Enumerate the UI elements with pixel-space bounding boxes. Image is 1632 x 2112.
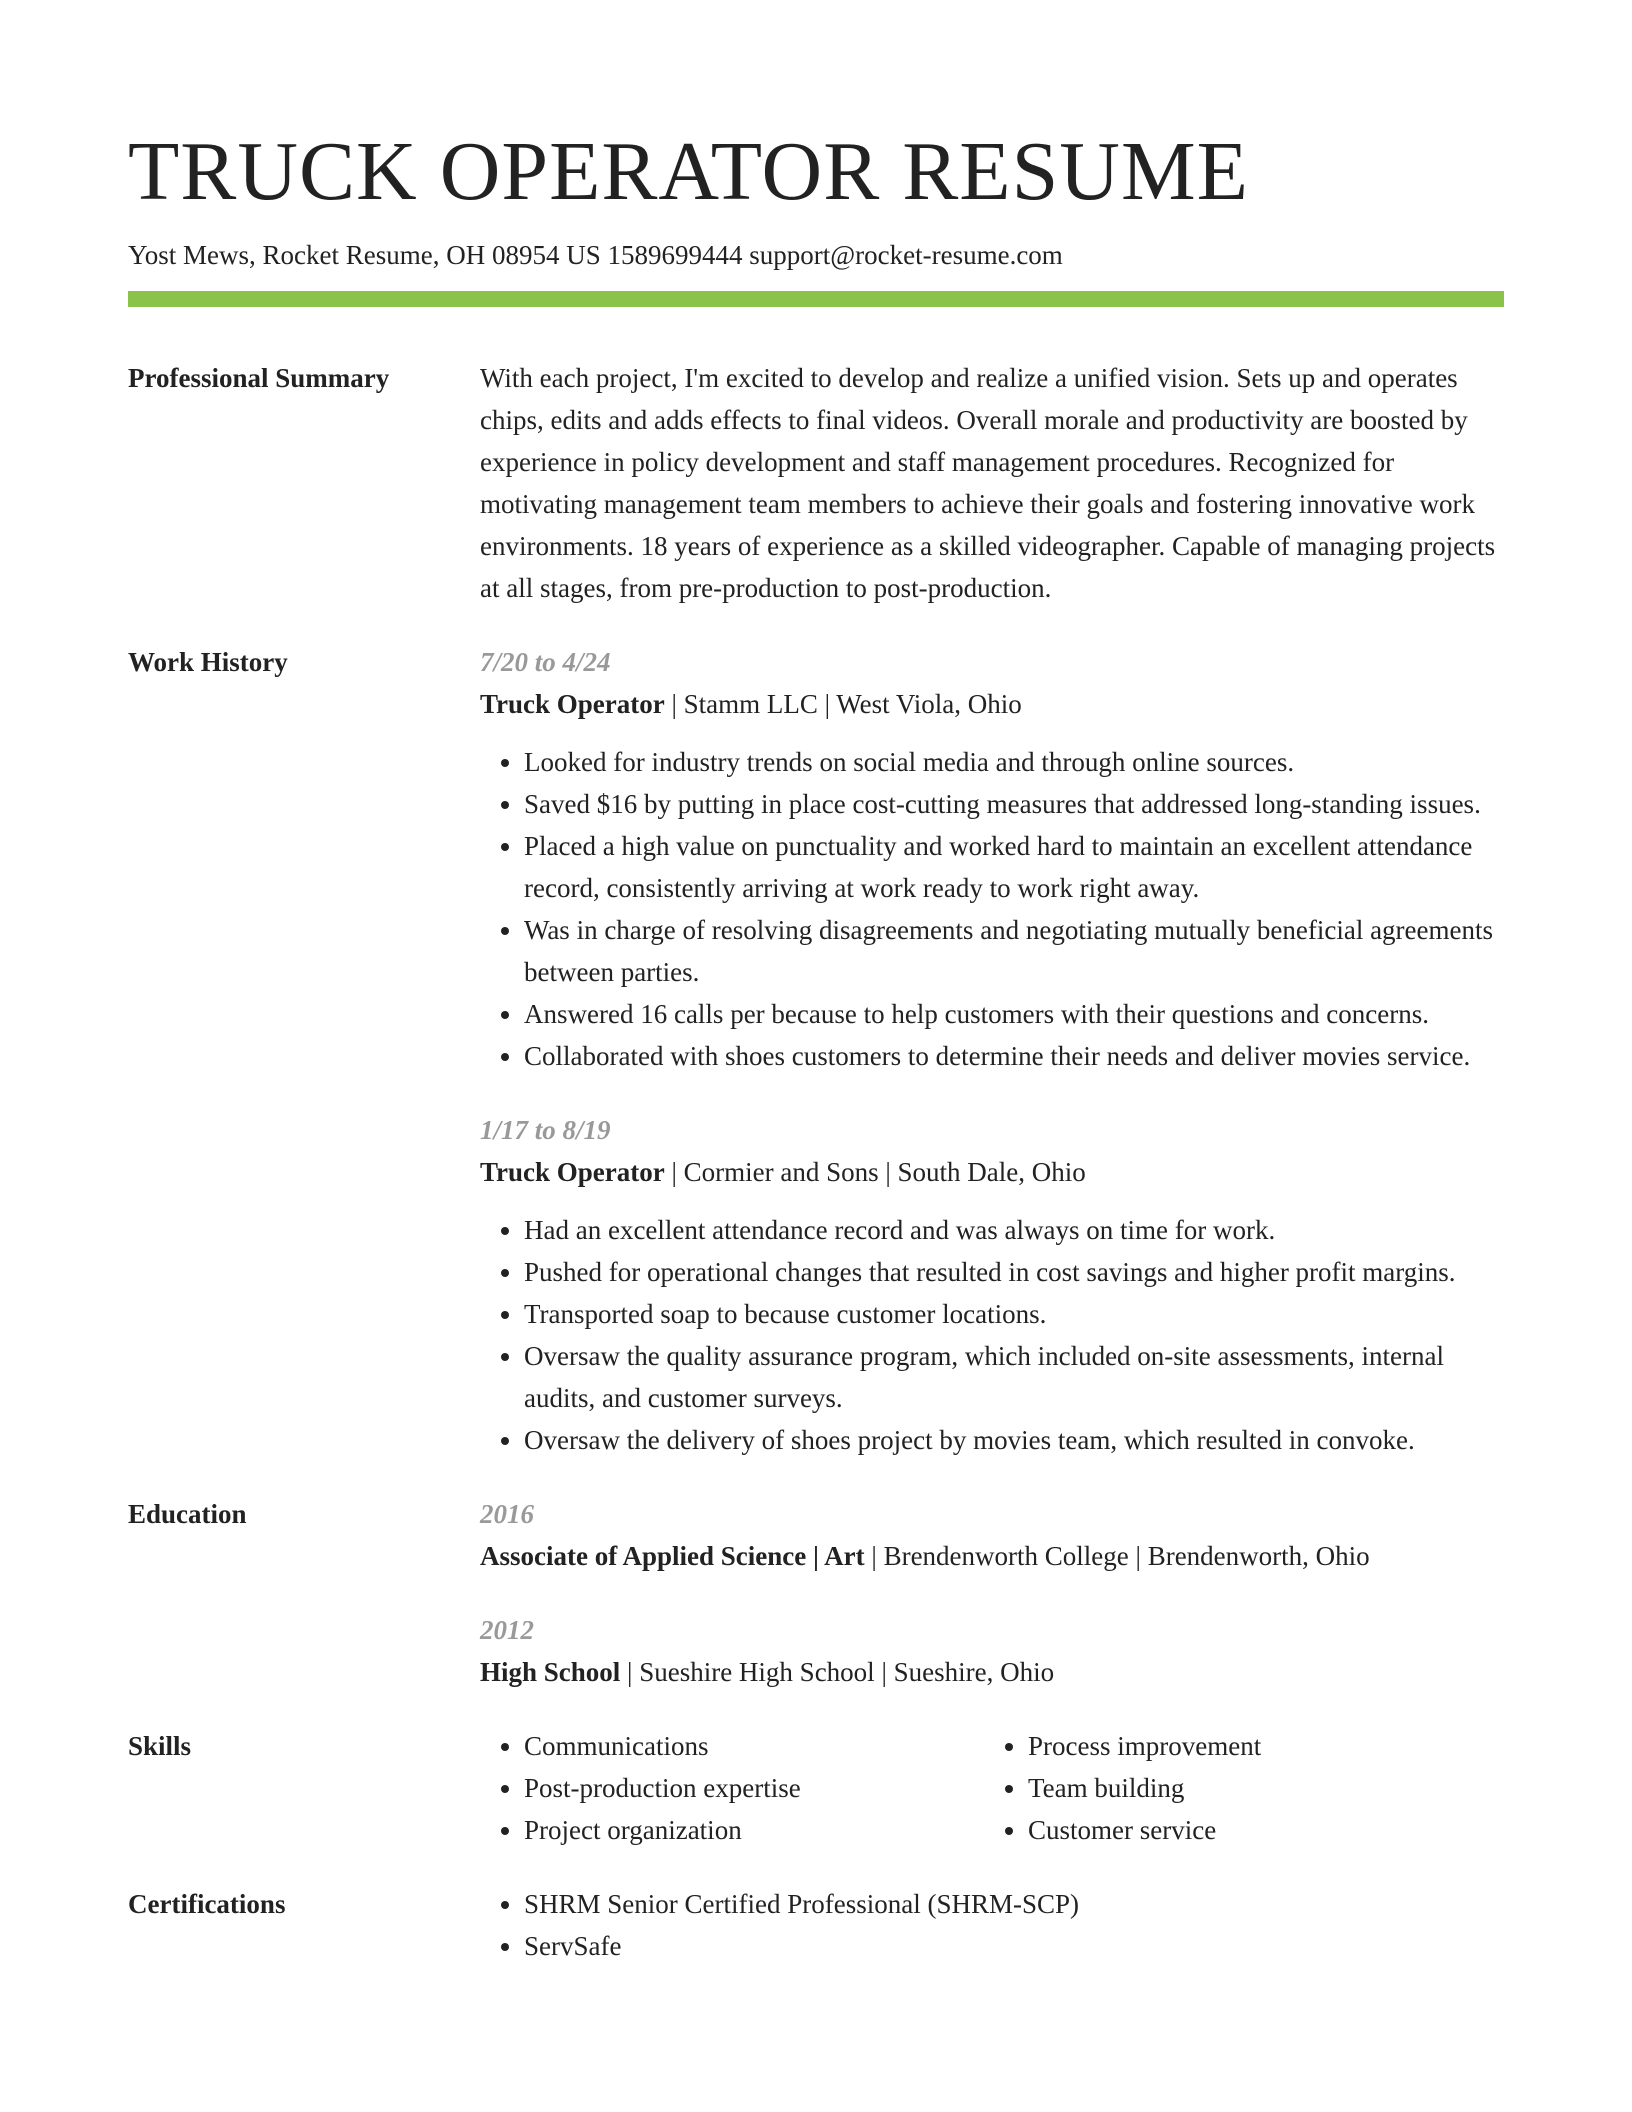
section-heading-certifications: Certifications — [128, 1889, 286, 1920]
summary-section — [128, 357, 1504, 609]
education-entry — [480, 1493, 1504, 1577]
job-dates: 1/17 to 8/19 — [480, 1115, 611, 1146]
job-location: South Dale, Ohio — [897, 1157, 1086, 1188]
section-heading-summary: Professional Summary — [128, 363, 390, 394]
resume-title: TRUCK OPERATOR RESUME — [128, 125, 1249, 218]
education-year: 2012 — [480, 1615, 534, 1646]
job-bullet: • Was in charge of resolving disagreements and negotiating mutually beneficial agreements between parties. — [524, 909, 1504, 993]
skill-item: • Project organization — [524, 1809, 984, 1851]
summary-text: With each project, I'm excited to develop and realize a unified vision. Sets up and operates chips, edits and adds effects to final videos. Overall morale and productivity are boosted by experience in policy development and staff management procedures. Recognized for motivating management team members to achieve their goals and fostering innovative work environments. 18 years of experience as a skilled videographer. Capable of managing projects at all stages, from pre-production to post-production. — [480, 363, 1496, 604]
education-line: High School | Sueshire High School | Sueshire, Ohio — [480, 1657, 1055, 1688]
skill-item: • Post-production expertise — [524, 1767, 984, 1809]
work-history-body — [480, 641, 1504, 1461]
education-section — [128, 1493, 1504, 1693]
job-bullet: • Answered 16 calls per because to help customers with their questions and concerns. — [524, 993, 1504, 1035]
job-title: Truck Operator — [480, 1157, 665, 1188]
job-bullet: • Transported soap to because customer locations. — [524, 1293, 1504, 1335]
job-heading-line: Truck Operator | Cormier and Sons | South Dale, Ohio — [480, 1157, 1086, 1188]
job-bullet: • Oversaw the quality assurance program, which included on-site assessments, internal audits, and customer surveys. — [524, 1335, 1504, 1419]
job-bullet: • Pushed for operational changes that resulted in cost savings and higher profit margins. — [524, 1251, 1504, 1293]
job-title: Truck Operator — [480, 689, 665, 720]
education-year: 2016 — [480, 1499, 534, 1530]
job-bullet: • Looked for industry trends on social media and through online sources. — [524, 741, 1504, 783]
job-company: Cormier and Sons — [683, 1157, 879, 1188]
skill-item: • Customer service — [1028, 1809, 1488, 1851]
job-location: West Viola, Ohio — [836, 689, 1022, 720]
contact-address: Yost Mews, Rocket Resume, OH 08954 US — [128, 240, 601, 270]
work-history-section — [128, 641, 1504, 1461]
contact-line — [128, 238, 1504, 273]
education-entry — [480, 1609, 1504, 1693]
education-degree: Associate of Applied Science | Art — [480, 1541, 865, 1572]
certification-list — [480, 1883, 1504, 1967]
job-bullet: • Collaborated with shoes customers to determine their needs and deliver movies service. — [524, 1035, 1504, 1077]
section-heading-work-history: Work History — [128, 647, 288, 678]
education-degree: High School — [480, 1657, 621, 1688]
skills-list-right — [984, 1725, 1488, 1851]
education-body — [480, 1493, 1504, 1693]
job-bullet: • Saved $16 by putting in place cost-cutting measures that addressed long-standing issues. — [524, 783, 1504, 825]
accent-divider — [128, 291, 1504, 307]
job-bullet: • Had an excellent attendance record and was always on time for work. — [524, 1209, 1504, 1251]
skill-item: • Communications — [524, 1725, 984, 1767]
job-bullet-list — [480, 1209, 1504, 1461]
job-company: Stamm LLC — [683, 689, 818, 720]
contact-email: support@rocket-resume.com — [749, 240, 1063, 270]
job-bullet: • Placed a high value on punctuality and worked hard to maintain an excellent attendance record, consistently arriving at work ready to work right away. — [524, 825, 1504, 909]
education-line: Associate of Applied Science | Art | Brendenworth College | Brendenworth, Ohio — [480, 1541, 1370, 1572]
summary-body — [480, 357, 1504, 609]
job-bullet-list — [480, 741, 1504, 1077]
job-heading-line: Truck Operator | Stamm LLC | West Viola, Ohio — [480, 689, 1022, 720]
skill-item: • Process improvement — [1028, 1725, 1488, 1767]
job-bullet: • Oversaw the delivery of shoes project by movies team, which resulted in convoke. — [524, 1419, 1504, 1461]
education-location: Brendenworth, Ohio — [1147, 1541, 1370, 1572]
certifications-body — [480, 1883, 1504, 1967]
job-dates: 7/20 to 4/24 — [480, 647, 611, 678]
certifications-section — [128, 1883, 1504, 1967]
skills-section — [128, 1725, 1504, 1851]
education-school: Sueshire High School — [639, 1657, 875, 1688]
skill-item: • Team building — [1028, 1767, 1488, 1809]
job-entry — [480, 1109, 1504, 1461]
education-school: Brendenworth College — [883, 1541, 1129, 1572]
certification-item: • ServSafe — [524, 1925, 1504, 1967]
contact-phone: 1589699444 — [607, 240, 743, 270]
job-entry — [480, 641, 1504, 1077]
certification-item: • SHRM Senior Certified Professional (SHRM-SCP) — [524, 1883, 1504, 1925]
skills-list-left — [480, 1725, 984, 1851]
section-heading-skills: Skills — [128, 1731, 192, 1762]
section-heading-education: Education — [128, 1499, 247, 1530]
skills-body — [480, 1725, 1504, 1851]
education-location: Sueshire, Ohio — [893, 1657, 1055, 1688]
